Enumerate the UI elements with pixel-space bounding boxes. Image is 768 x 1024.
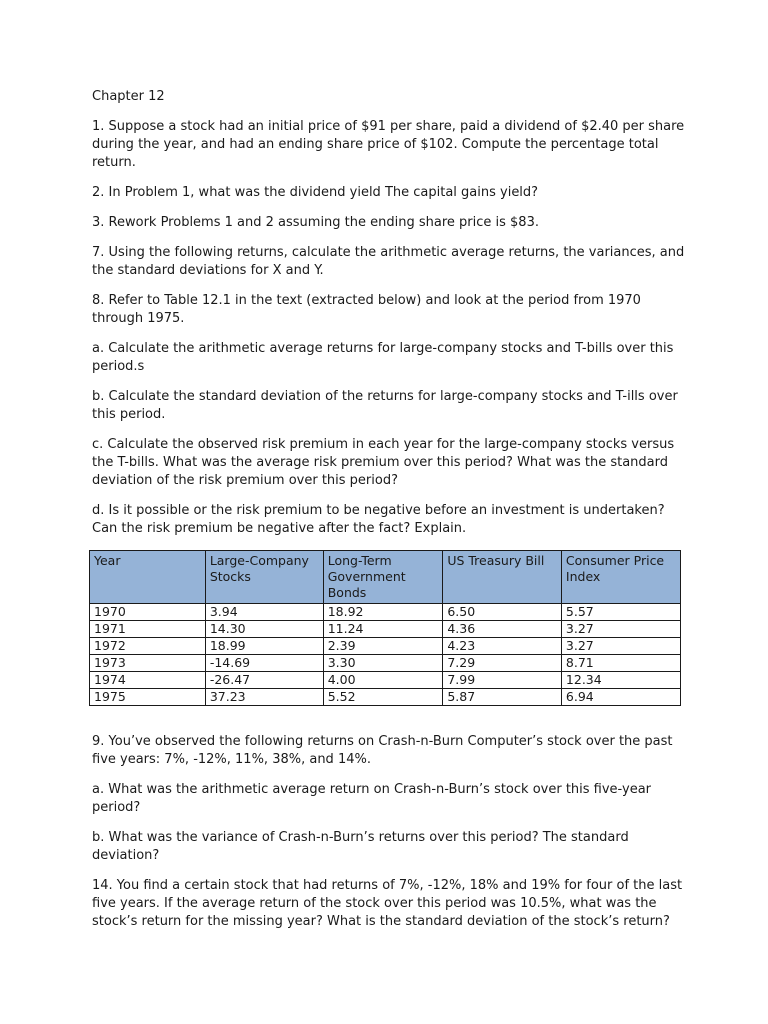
table-cell: 1972 (90, 638, 206, 655)
table-cell: 4.00 (323, 672, 443, 689)
table-cell: 37.23 (205, 689, 323, 706)
table-cell: 7.29 (443, 655, 562, 672)
table-cell: 6.50 (443, 604, 562, 621)
table-row (90, 638, 681, 655)
document-page (92, 88, 692, 943)
table-cell: 1975 (90, 689, 206, 706)
table-row (90, 655, 681, 672)
problem-1: 1. Suppose a stock had an initial price of $91 per share, paid a dividend of $2.40 per share during the year, and had an ending share price of $102. Compute the percentage total return. (92, 119, 685, 170)
problem-8b: b. Calculate the standard deviation of the returns for large-company stocks and T-ills over this period. (92, 389, 678, 422)
table-cell: 2.39 (323, 638, 443, 655)
table-cell: 4.23 (443, 638, 562, 655)
problem-8: 8. Refer to Table 12.1 in the text (extracted below) and look at the period from 1970 through 1975. (92, 293, 641, 326)
table-row (90, 689, 681, 706)
table-cell: 14.30 (205, 621, 323, 638)
problem-8d: d. Is it possible or the risk premium to be negative before an investment is undertaken? Can the risk premium be negative after the fact? Explain. (92, 503, 665, 536)
table-cell: 4.36 (443, 621, 562, 638)
problem-2: 2. In Problem 1, what was the dividend yield The capital gains yield? (92, 185, 539, 200)
table-cell: 1974 (90, 672, 206, 689)
header-us-treasury-bill: US Treasury Bill (443, 551, 562, 604)
table-cell: 3.27 (561, 621, 680, 638)
header-year: Year (90, 551, 206, 604)
table-cell: 1970 (90, 604, 206, 621)
problem-9a: a. What was the arithmetic average return on Crash-n-Burn’s stock over this five-year period? (92, 782, 652, 815)
table-cell: 7.99 (443, 672, 562, 689)
table-cell: 6.94 (561, 689, 680, 706)
table-cell: 11.24 (323, 621, 443, 638)
table-cell: 3.27 (561, 638, 680, 655)
table-cell: -14.69 (205, 655, 323, 672)
table-header-row (90, 551, 681, 604)
problem-3: 3. Rework Problems 1 and 2 assuming the ending share price is $83. (92, 215, 539, 230)
table-cell: 12.34 (561, 672, 680, 689)
table-cell: -26.47 (205, 672, 323, 689)
problem-9: 9. You’ve observed the following returns on Crash-n-Burn Computer’s stock over the past five years: 7%, -12%, 11%, 38%, and 14%. (92, 734, 673, 767)
header-long-term-government-bonds: Long-Term Government Bonds (323, 551, 443, 604)
header-large-company-stocks: Large-Company Stocks (205, 551, 323, 604)
chapter-title: Chapter 12 (92, 89, 165, 104)
table-row (90, 621, 681, 638)
problem-8a: a. Calculate the arithmetic average returns for large-company stocks and T-bills over this period.s (92, 341, 674, 374)
table-cell: 5.87 (443, 689, 562, 706)
table-row (90, 672, 681, 689)
table-row (90, 604, 681, 621)
problem-14: 14. You find a certain stock that had returns of 7%, -12%, 18% and 19% for four of the last five years. If the average return of the stock over this period was 10.5%, what was the stock’s return for the missing year? What is the standard deviation of the stock’s return? (92, 878, 683, 929)
header-consumer-price-index: Consumer Price Index (561, 551, 680, 604)
returns-table (89, 550, 681, 706)
table-cell: 1973 (90, 655, 206, 672)
table-cell: 5.57 (561, 604, 680, 621)
problem-9b: b. What was the variance of Crash-n-Burn’s returns over this period? The standard deviation? (92, 830, 629, 863)
problem-7: 7. Using the following returns, calculate the arithmetic average returns, the variances, and the standard deviations for X and Y. (92, 245, 685, 278)
table-cell: 3.30 (323, 655, 443, 672)
table-cell: 1971 (90, 621, 206, 638)
table-cell: 5.52 (323, 689, 443, 706)
problem-8c: c. Calculate the observed risk premium in each year for the large-company stocks versus the T-bills. What was the average risk premium over this period? What was the standard deviation of the risk premium over this period? (92, 437, 675, 488)
table-cell: 8.71 (561, 655, 680, 672)
table-cell: 18.92 (323, 604, 443, 621)
table-cell: 3.94 (205, 604, 323, 621)
table-cell: 18.99 (205, 638, 323, 655)
